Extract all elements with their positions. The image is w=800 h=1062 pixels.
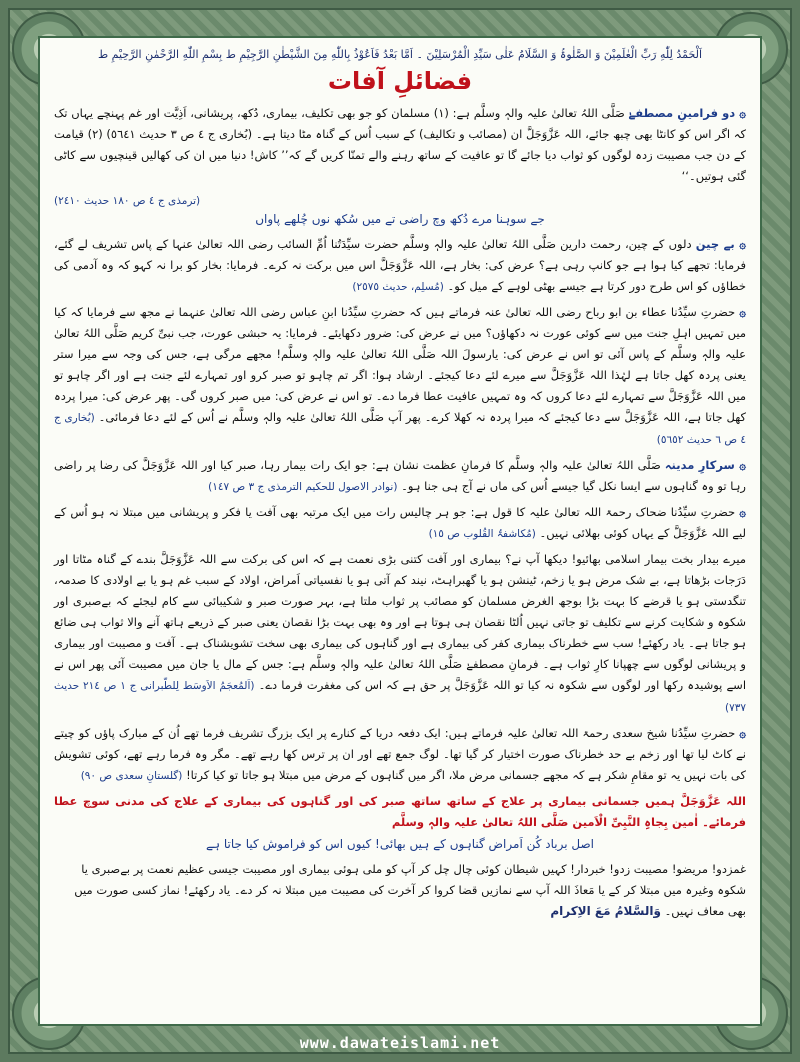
paragraph-bedar-bakht <box>54 549 746 719</box>
reference: (گلستانِ سعدی ص ٩٠) <box>80 770 183 782</box>
dua-line <box>54 791 746 833</box>
paragraph-farameen <box>54 103 746 187</box>
final-paragraph <box>54 859 746 922</box>
paragraph-bechain <box>54 234 746 298</box>
paragraph-habshi-aurat <box>54 302 746 451</box>
paragraph-lead: ۞ بے چین <box>695 237 746 251</box>
reference: (بُخاری ج ٤ ص ٦ حدیث ٥٦٥٢) <box>54 412 746 446</box>
paragraph-text: صَلَّی اللہُ تعالیٰ علیہ والہٖ وسلَّم کا فرمانِ عظمت نشان ہے: جو ایک رات بیمار رہا، صبر کیا اور اللہ عَزَّوَجَلَّ کی رضا پر راضی رہا تو وہ گناہوں سے ایسا نکل گیا جیسے اُس کی ماں نے آج ہی جنا ہو۔ <box>54 458 746 493</box>
reference: (اَلمُعجَمُ الاَوسَط لِلطّبرانی ج ١ ص ٢١٤ حدیث ٧٣٧) <box>54 680 746 714</box>
salutation: وَالسَّلامُ مَعَ الاِکرام <box>550 904 661 918</box>
paragraph-text: حضرتِ سیِّدُنا شیخ سعدی رحمۃ اللہ تعالیٰ علیہ فرماتے ہیں: ایک دفعہ دریا کے کنارے پر ایک بزرگ تشریف فرما تھے اُن کے مبارک پاؤں کو چیتے نے کاٹ لیا تھا اور زخم بے حد خطرناک صورت اختیار کر گیا تھا۔ لوگ جمع تھے اور ان پر ترس کھا رہے تھے۔ مگر وہ فرما رہے تھے، کوئی تشویش کی بات نہیں یہ تو مقامِ شکر ہے کہ مجھے جسمانی مرض ملا، اگر میں گناہوں کے مرض میں مبتلا ہو جاتا تو کیا کرتا! <box>54 726 746 782</box>
paragraph-lead: ۞ <box>739 726 747 740</box>
reference: (مُسلِم، حدیث ٢٥٧٥) <box>352 281 444 293</box>
bismillah-line: اَلْحَمْدُ لِلّٰهِ رَبِّ الْعٰلَمِيْنَ وَ الصَّلٰوۃُ وَ السَّلَامُ عَلٰی سَیِّدِ الْمُرْسَلِیْنَ ۔ اَمَّا بَعْدُ فَاَعُوْذُ بِاللّٰهِ مِنَ الشَّیْطٰنِ الرَّجِیْمِ ط بِسْمِ اللّٰهِ الرَّحْمٰنِ الرَّحِیْمِ ط <box>97 48 702 61</box>
paragraph-shaikh-saadi <box>54 723 746 787</box>
paragraph-lead: ۞ دو فرامینِ مصطفےٰ <box>628 106 747 120</box>
paragraph-text: حضرتِ سیِّدُنا ضحاک رحمۃ اللہ تعالیٰ علیہ کا قول ہے: جو ہر چالیس رات میں ایک مرتبہ بھی آفت یا فکر و پریشانی میں مبتلا نہ ہو اُس کے لیے اللہ عَزَّوَجَلَّ کے یہاں کوئی بھلائی نہیں۔ <box>54 505 746 540</box>
dua-text: اللہ عَزَّوَجَلَّ ہمیں جسمانی بیماری پر علاج کے ساتھ ساتھ صبر کی اور گناہوں کی بیماری کے علاج کی مدنی سوچ عطا فرمائے۔ اٰمین بِجاہِ النَّبِیِّ الْاَمین صَلَّی اللہُ تعالیٰ علیہ والہٖ وسلَّم <box>54 794 746 829</box>
poem-line: جے سوہنا مرے دُکھ وچ راضی تے میں سُکھ نوں چُلھے پاواں <box>255 212 545 226</box>
paragraph-lead: ۞ <box>739 505 746 519</box>
paragraph-lead: ۞ سرکارِ مدینہ <box>664 458 746 472</box>
paragraph-text: دلوں کے چین، رحمت دارین صَلَّی اللہُ تعالیٰ علیہ والہٖ وسلَّم حضرت سیِّدَتُنا اُمِّ السائب رضی اللہ تعالیٰ عنہا کے پاس تشریف لے گئے، فرمایا: تجھے کیا ہوا ہے جو کانپ رہی ہے؟ عرض کی: بخار ہے، اللہ عَزَّوَجَلَّ اس میں برکت نہ کرے۔ فرمایا: بخار کو برا نہ کہو کہ وہ آدمی کی خطاؤں کو اس طرح دور کرتا ہے جیسے بھٹی لوہے کے میل کو۔ <box>54 237 746 293</box>
paragraph-text: حضرتِ سیِّدُنا عطاء بن ابو رباح رضی اللہ تعالیٰ عنہ فرماتے ہیں کہ حضرتِ سیِّدُنا ابنِ عباس رضی اللہ تعالیٰ عنہما نے مجھ سے فرمایا کہ کیا میں تمہیں اہلِ جنت میں سے کوئی عورت نہ دکھاؤں؟ میں نے عرض کی: ضرور دکھایئے۔ فرمایا: یہ حبشی عورت، جب نبیِّ کریم صَلَّی اللہُ تعالیٰ علیہ والہٖ وسلَّم کے پاس آئی تو اس نے عرض کی: یارسولَ اللہ صَلَّی اللہُ تعالیٰ علیہ والہٖ وسلَّم! مجھے مرگی ہے، جس کی وجہ سے میرا ستر یعنی پردہ کھل جاتا ہے لہٰذا اللہ عَزَّوَجَلَّ سے میرے لئے دعا کیجئے۔ ارشاد ہوا: اگر تم چاہو تو صبر کرو اور تمہارے لئے جنت ہے اور اگر چاہو تو میں اللہ عَزَّوَجَلَّ سے تمہارے لئے دعا کروں کہ وہ تمہیں عافیت عطا فرما دے۔ تو اس نے عرض کی: میں صبر کروں گی۔ پھر عرض کی: میرا پردہ کھل جاتا ہے، اللہ عَزَّوَجَلَّ سے دعا کیجئے کہ میرا پردہ نہ کھلا کرے۔ پھر آپ صَلَّی اللہُ تعالیٰ علیہ والہٖ وسلَّم نے اُس کے لئے دعا فرمائی۔ <box>54 305 746 424</box>
reference: (مُکاشفۃُ القُلوب ص ١٥) <box>428 528 536 540</box>
paragraph-zahhak <box>54 502 746 545</box>
couplet-line: اصل برباد کُن اَمراض گناہوں کے ہیں بھائی! کیوں اس کو فراموش کیا جاتا ہے <box>206 837 594 851</box>
paragraph-text: میرے بیدار بخت بیمار اسلامی بھائیو! دیکھا آپ نے؟ بیماری اور آفت کتنی بڑی نعمت ہے کہ اس کی برکت سے اللہ عَزَّوَجَلَّ بندے کے گناہ مٹاتا اور دَرَجات بڑھاتا ہے، بے شک مرض ہو یا زخم، ٹینشن ہو یا گھبراہٹ، نیند کم آتی ہو یا نفسیاتی اَمراض، اولاد کے سبب غم ہو یا بے اولادی کا صدمہ، تنگدستی ہو یا قرضے کا بہت بڑا بوجھ الغرض مسلمان کو مصائب پر ثواب ملتا ہے، بہر صورت صبر و شکیبائی سے کام لیجئے کہ بےصبری اور شکوہ و شکایت کرنے سے تکلیف تو جاتی نہیں اُلٹا نقصان ہی ہوتا ہے اور وہ بھی بہت بڑا نقصان یعنی صبر کے ذریعے ہاتھ آنے والا ثواب ہی ضائع ہو جاتا ہے۔ یاد رکھئے! سب سے خطرناک بیماری کفر کی بیماری ہے اور گناہوں کی بیماری بھی سخت تشویشناک ہے۔ آفت و مصیبت اور بیماری و پریشانی لوگوں سے چھپانا کارِ ثواب ہے۔ فرمانِ مصطفےٰ صَلَّی اللہُ تعالیٰ علیہ والہٖ وسلَّم ہے: جس کے مال یا جان میں مصیبت آئی پھر اس نے اسے پوشیدہ رکھا اور لوگوں سے شکوہ نہ کیا تو اللہ عَزَّوَجَلَّ پر حق ہے کہ اس کی مغفرت فرما دے۔ <box>54 552 747 692</box>
page-title: فضائلِ آفات <box>327 67 473 95</box>
paragraph-lead: ۞ <box>739 305 746 319</box>
paragraph-text: صَلَّی اللہُ تعالیٰ علیہ والہٖ وسلَّم ہے: (۱) مسلمان کو جو بھی تکلیف، بیماری، دُکھ، پریشانی، اَذِیَّت اور غم پہنچے یہاں تک کہ اگر اس کو کانٹا بھی چبھ جائے، اللہ عَزَّوَجَلَّ ان (مصائب و تکالیف) کے سبب اُس کے گناہ مٹا دیتا ہے۔ (بُخاری ج ٤ ص ٣ حدیث ٥٦٤١) (۲) قیامت کے دن جب مصیبت زدہ لوگوں کو ثواب دیا جائے گا تو عافیت کے ساتھ رہنے والے تمنّا کریں گے کہ’’ کاش! دنیا میں ان کی کھالیں قینچیوں سے کاٹی گئی ہوتیں۔‘‘ <box>54 106 746 183</box>
paragraph-sarkar-madina <box>54 455 746 498</box>
document-page <box>38 36 762 1026</box>
reference: (ترمذی ج ٤ ص ١٨٠ حدیث ٢٤١٠) <box>54 195 201 207</box>
reference: (نوادر الاصول للحکیم الترمذی ج ٣ ص ١٤٧) <box>208 481 398 493</box>
final-text: غمزدو! مریضو! مصیبت زدو! خبردار! کہیں شیطان کوئی چال چل کر آپ کو ملی ہوئی بیماری اور مصیبت جیسی عظیم نعمت پر بےصبری یا شکوہ وغیرہ میں مبتلا کر کے یا مَعاذَ اللہ آپ سے نمازیں قضا کروا کر آخرت کی مصیبت میں مبتلا نہ کر دے۔ یاد رکھئے! نماز کسی صورت میں بھی معاف نہیں۔ <box>74 862 746 918</box>
website-footer[interactable]: www.dawateislami.net <box>299 1034 501 1052</box>
